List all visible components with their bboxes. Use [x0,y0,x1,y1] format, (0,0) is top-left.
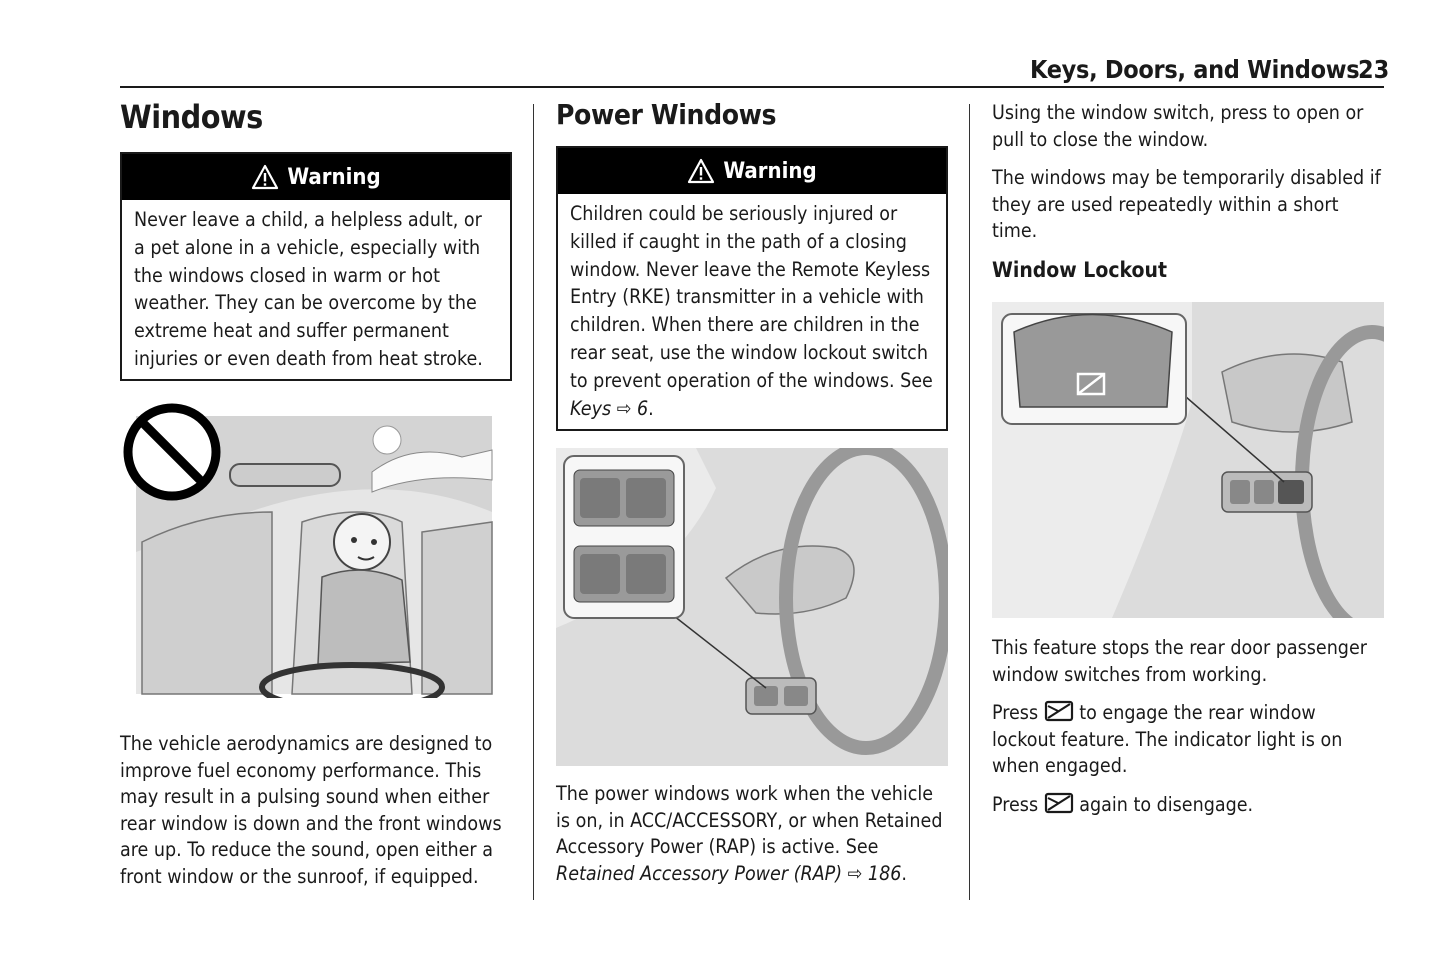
section-heading-power-windows: Power Windows [556,98,777,131]
page-number: 23 [1358,55,1390,84]
warning-box-windows [120,152,512,381]
window-lockout-icon [1044,792,1074,814]
window-lockout-icon [1044,700,1074,722]
cross-reference-page: 186 [867,861,902,885]
power-window-switch-illustration [556,448,948,766]
running-header-title: Keys, Doors, and Windows [1030,55,1360,84]
engage-text: to engage the rear window lockout feature. The indicator light is on when engaged. [992,701,1343,777]
cross-reference-keys[interactable]: Keys [570,396,612,420]
lockout-text [992,635,1384,830]
column-divider-1 [533,104,534,900]
lockout-feature-paragraph: This feature stops the rear door passenger window switches from working. [992,636,1367,686]
window-switch-paragraph: Using the window switch, press to open or pull to close the window. [992,101,1364,151]
header-rule [120,86,1384,88]
warning-text-main: Children could be seriously injured or killed if caught in the path of a closing window. Never leave the Remote Keyless Entry (RKE) transmitter in a vehicle with children. When there are children in the rear seat, use the window lockout switch to prevent operation of the windows. See [570,202,933,392]
warning-header [122,154,510,200]
warning-text [558,194,946,430]
sentence-end: . [901,861,907,885]
aerodynamics-paragraph: The vehicle aerodynamics are designed to improve fuel economy performance. This may result in a pulsing sound when either rear window is down and the front windows are up. To reduce the sound, open either a front window or the sunroof, if equipped. [120,732,502,888]
warning-title: Warning [287,164,381,190]
child-in-car-illustration [122,402,494,698]
power-windows-paragraph [556,781,948,887]
column-divider-2 [969,104,970,900]
window-lockout-illustration [992,302,1384,618]
press-label: Press [992,792,1039,816]
warning-header [558,148,946,194]
warning-triangle-icon [687,158,715,184]
disengage-text: again to disengage. [1079,792,1254,816]
cross-reference-arrow: ⇨ [616,396,632,420]
power-windows-text: The power windows work when the vehicle is on, in ACC/ACCESSORY, or when Retained Accessory Power (RAP) is active. See [556,782,943,858]
cross-reference-rap[interactable]: Retained Accessory Power (RAP) [556,861,843,885]
warning-text: Never leave a child, a helpless adult, or a pet alone in a vehicle, especially with the windows closed in warm or hot weather. They can be overcome by the extreme heat and suffer permanent injuries or even death from heat stroke. [134,208,483,370]
disengage-paragraph [992,792,1384,819]
press-label: Press [992,701,1039,724]
engage-paragraph [992,700,1384,780]
temporary-disable-paragraph: The windows may be temporarily disabled if they are used repeatedly within a short time. [992,166,1381,242]
warning-box-power-windows [556,146,948,431]
sentence-end: . [648,396,654,420]
section-heading-windows: Windows [120,98,263,136]
cross-reference-arrow: ⇨ [847,861,863,885]
right-column-text [992,100,1384,257]
cross-reference-page: 6 [636,396,649,420]
warning-triangle-icon [251,164,279,190]
subheading-window-lockout: Window Lockout [992,258,1167,282]
warning-title: Warning [723,158,817,184]
